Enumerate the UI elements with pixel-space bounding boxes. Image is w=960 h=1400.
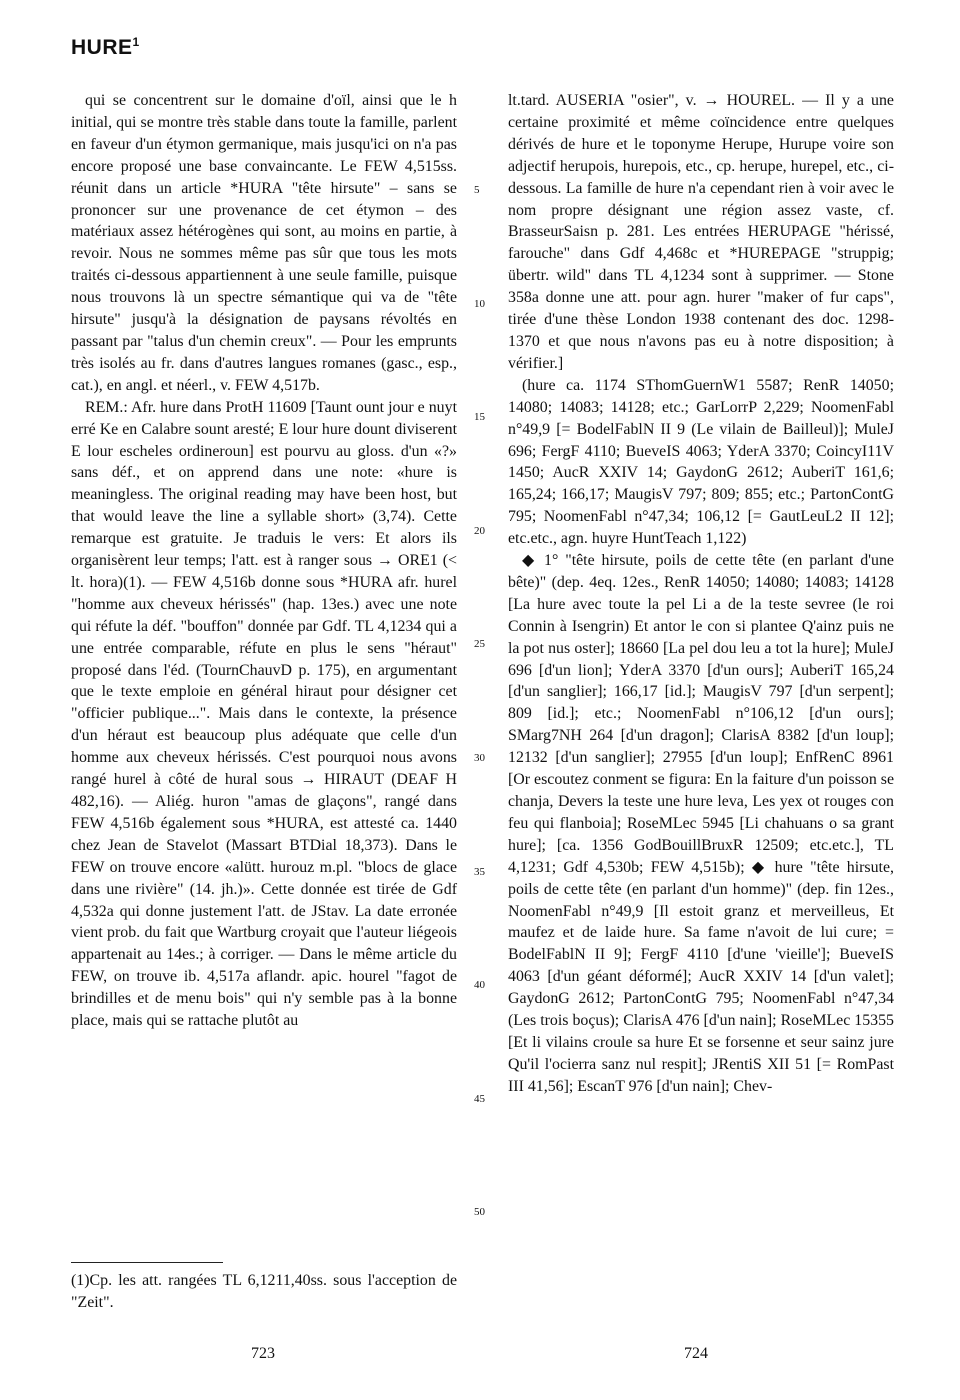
line-number: 20 [474, 525, 485, 537]
line-number: 10 [474, 298, 485, 310]
left-paragraph-rem: REM.: Afr. hure dans ProtH 11609 [Taunt ount jour e nuyt erré Ke en Calabre sount aresté; E lour hure dount diviserent E lour escheles ordineroun] est pourvu au gloss. d'un «?» sans déf., et on apprend dans une note: «hure is meaningless. The original reading may have been host, but that would leave the line a syllable short» (3,74). Cette remarque est gratuite. Je traduis le vers: Et alors ils organisèrent leur temps; l'att. est à ranger sous → ORE1 (< lt. hora)(1). — FEW 4,516b donne sous *HURA afr. hurel "homme aux cheveux hérissés" (hap. 13es.) avec une note qui réfute la déf. "bouffon" donnée par Gdf. TL 4,1234 qui a une entrée comparable, réfute en plus le sens "héraut" proposé dans l'éd. (TournChauvD p. 175), en argumentant que le texte emploie en général hiraut pour désigner cet "officier publique...". Mais dans le contexte, la présence d'un héraut est beaucoup plus adéquate que celle d'un homme aux cheveux hérissés. C'est pourquoi nous avons rangé hurel à côté de hural sous → HIRAUT (DEAF H 482,16). — Aliég. huron "amas de glaçons", rangé dans FEW 4,516b également sous *HURA, est attesté ca. 1440 chez Jean de Stavelot (Massart BTDial 18,373). Dans le FEW on trouve encore «alütt. hurouz m.pl. "blocs de glace dans une rivière" (14. jh.)». Cette donnée est tirée de Gdf 4,532a qui donne justement l'att. de JStav. La date erronée vient prob. du fait que Wartburg croyait que l'auteur liégeois appartenait au 14es.; à corriger. — Dans le même article du FEW, on trouve ib. 4,517a aflandr. apic. hourel "fagot de brindilles et de menu bois" qui n'y semble pas à la bonne place, mais qui se rattache plutôt au [71, 398, 457, 1030]
right-paragraph-1: lt.tard. AUSERIA "osier", v. → HOUREL. — Il y a une certaine proximité et même coïncidence entre quelques dérivés de hure et le toponyme Herupe, Hurupe voire son adjectif herupois, hurepois, etc., cp. herupe, hurepel, etc., ci-dessous. La famille de hure n'a cependant rien à voir avec le nom propre désignant une région assez vaste, cf. BrasseurSaisn p. 281. Les entrées HERUPAGE "hérissé, farouche" dans Gdf 4,468c et *HUREPAGE "struppig; übertr. wild" dans TL 4,1234 sont à supprimer. — Stone 358a donne une att. pour agn. hurer "maker of fur caps", tirée d'une thèse London 1938 contenant des doc. 1298-1370 et que nous n'avons pas eu à notre disposition; à vérifier.] [508, 92, 894, 372]
page-number-left: 723 [251, 1345, 275, 1362]
line-number: 15 [474, 411, 485, 423]
running-head-title: HURE [71, 36, 133, 59]
left-paragraph-1: qui se concentrent sur le domaine d'oïl, ainsi que le h initial, qui se montre très stable dans toute la famille, parlent en faveur d'un étymon germanique, mais jusqu'ici on n'a pas encore proposé une base convaincante. Le FEW 4,515ss. réunit dans un article *HURA "tête hirsute" – sans se prononcer sur une provenance de cet étymon – des matériaux assez hétérogènes qui sont, au moins en partie, à revoir. Nous ne sommes même pas sûr que tous les mots traités ci-dessous appartiennent à une seule famille, puisque nous trouvons là un spectre sémantique qui va de "tête hirsute" jusqu'à la désignation de paysans révoltés en passant par "talus d'un chemin creux". — Pour les emprunts très isolés au fr. dans d'autres langues romanes (gasc., esp., cat.), en angl. et néerl., v. FEW 4,517b. [71, 92, 457, 394]
running-head-sup: 1 [132, 35, 140, 49]
footnote-rule [71, 1262, 223, 1263]
left-column [71, 90, 457, 1032]
line-number: 45 [474, 1093, 485, 1105]
line-number: 5 [474, 184, 480, 196]
line-number: 30 [474, 752, 485, 764]
page-running-head [71, 36, 140, 60]
page-number-right: 724 [684, 1345, 708, 1362]
right-paragraph-senses: ◆ 1° "tête hirsute, poils de cette tête (en parlant d'une bête)" (dep. 4eq. 12es., RenR 14050; 14080; 14083; 14128 [La hure avec toute la pel Li a de la teste sevree (le roi Connin à Isengrin) Et antor le con si plantee Q'ainz puis ne la pot nus oster]; 18660 [La pel dou leu a tot la hure]; MuleJ 696 [d'un lion]; YderA 3370 [d'un ours]; AuberiT 165,24 [d'un sanglier]; 166,17 [id.]; MaugisV 797 [d'un serpent]; 809 [id.]; etc.; NoomenFabl n°106,12 [d'un ours]; SMarg7NH 264 [d'un dragon]; ClarisA 8382 [d'un loup]; 12132 [d'un sanglier]; 27955 [d'un loup]; EnfRenC 8961 [Or escoutez conment se figura: En la faiture d'un poisson se chanja, Devers la teste une hure leva, Les yex ot rouges con feu qui flanboia]; RoseMLec 5945 [Li chahuans o sa grant hure]; [ca. 1356 GodBouillBruxR 12509; etc.etc.], TL 4,1231; Gdf 4,530b; FEW 4,515b); ◆ hure "tête hirsute, poils de cette tête (en parlant d'un homme)" (dep. fin 12es., NoomenFabl n°49,9 [Il estoit granz et merveilleus, Et maufez et de laide hure. Sa fame n'avoit de lui cure; = BodelFablN II 9]; FergF 4110 [d'une 'vieille']; BueveIS 4063 [d'un géant déformé]; AucR XXIV 14 [d'un valet]; GaydonG 2612; PartonContG 795; NoomenFabl n°47,34 (Les trois boçus); ClarisA 476 [d'un nain]; RoseMLec 15355 [Et li vilains croule sa hure Et se forsenne et seur sainz jure Qu'il l'ocierra sanz nul respit]; JRentiS XII 51 [= RomPast III 41,56]; EscanT 976 [d'un nain]; Chev- [508, 552, 894, 1095]
right-column [508, 90, 894, 1098]
right-paragraph-attestations: (hure ca. 1174 SThomGuernW1 5587; RenR 14050; 14080; 14083; 14128; etc.; GarLorrP 2,229; NoomenFabl n°49,9 [= BodelFablN II 9 (Le vilain de Bailleul)]; MuleJ 696; FergF 4110; BueveIS 4063; YderA 3370; CoincyI11V 1450; AucR XXIV 14; GaydonG 2612; AuberiT 161,6; 165,24; 166,17; MaugisV 797; 809; 855; etc.; PartonContG 795; NoomenFabl n°47,34; 106,12 [= GautLeuL2 II 12]; etc.etc., agn. huyre HuntTeach 1,122) [508, 376, 894, 548]
line-number: 40 [474, 979, 485, 991]
line-number: 35 [474, 866, 485, 878]
line-number: 25 [474, 638, 485, 650]
footnote: (1)Cp. les att. rangées TL 6,1211,40ss. sous l'acception de "Zeit". [71, 1272, 457, 1311]
line-number: 50 [474, 1206, 485, 1218]
